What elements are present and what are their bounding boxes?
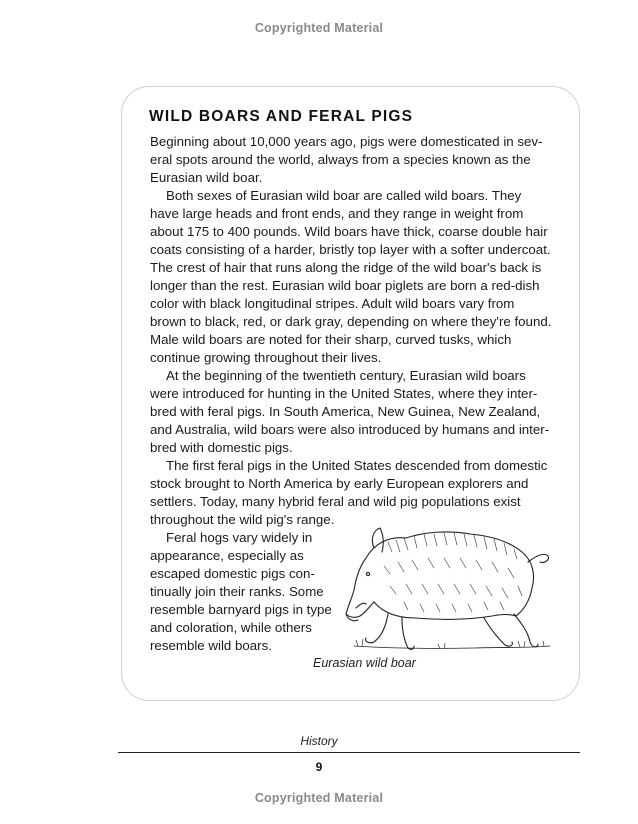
paragraph-1: Beginning about 10,000 years ago, pigs were domesticated in sev-eral spots around the world, always from a species known as the Eurasian wild boar. <box>150 134 543 185</box>
paragraph-3: At the beginning of the twentieth century, Eurasian wild boars were introduced for hunting in the United States, where they inter-bred with feral pigs. In South America, New Guinea, New Zealand, and Australia, wild boars were also introduced by humans and inter-bred with domestic pigs. <box>150 368 550 455</box>
copyright-header: Copyrighted Material <box>254 21 384 35</box>
paragraph-2: Both sexes of Eurasian wild boar are called wild boars. They have large heads and front ends, and they range in weight from about 175 to 400 pounds. Wild boars have thick, coarse double hair coats consisting of a harder, bristly top layer with a softer undercoat. The crest of hair that runs along the ridge of the wild boar's back is longer than the rest. Eurasian wild boar piglets are born a red-dish color with black longitudinal stripes. Adult wild boars vary from brown to black, red, or dark gray, depending on where they're found. Male wild boars are noted for their sharp, curved tusks, which continue growing throughout their lives. <box>150 188 552 365</box>
wild-boar-illustration <box>344 522 552 654</box>
copyright-footer: Copyrighted Material <box>254 791 384 805</box>
running-footer: History <box>300 734 338 748</box>
paragraph-5: Feral hogs vary widely in appearance, especially as escaped domestic pigs con-tinually join their ranks. Some resemble barnyard pigs in type and coloration, while others resemble wild boars. <box>150 530 332 653</box>
sidebar-title: WILD BOARS AND FERAL PIGS <box>149 108 414 125</box>
figure-caption: Eurasian wild boar <box>313 656 416 670</box>
page-number: 9 <box>315 760 323 774</box>
paragraph-4: The first feral pigs in the United States descended from domestic stock brought to North America by early European explorers and settlers. Today, many hybrid feral and wild pig populations exist throughout the wild pig's range. <box>150 458 548 527</box>
footer-rule <box>118 752 580 753</box>
